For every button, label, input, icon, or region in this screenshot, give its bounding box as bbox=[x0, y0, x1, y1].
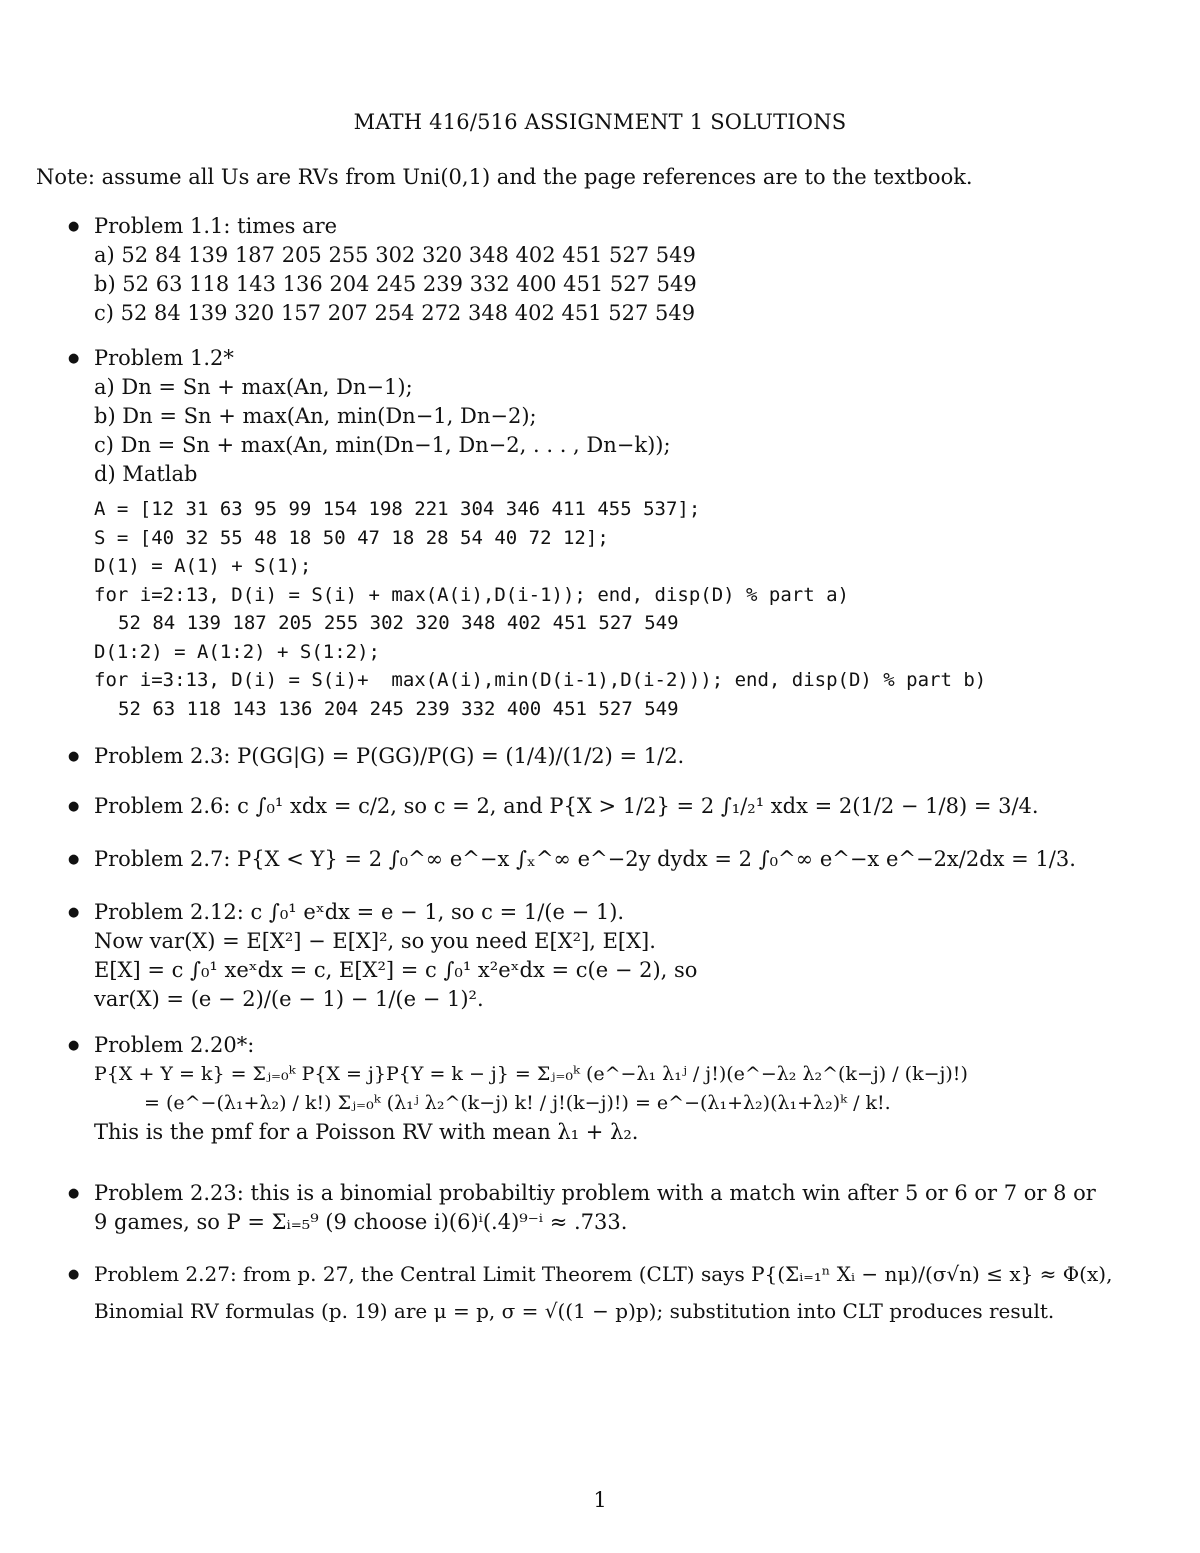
bullet-icon: ● bbox=[68, 219, 80, 234]
problem-2-12 bbox=[68, 898, 1168, 1014]
problem-text: Problem 2.3: P(GG|G) = P(GG)/P(G) = (1/4)/(1/2) = 1/2. bbox=[94, 744, 685, 768]
answer-d: d) Matlab bbox=[94, 462, 198, 486]
answer-c: c) 52 84 139 320 157 207 254 272 348 402 451 527 549 bbox=[94, 301, 696, 325]
problem-text: Problem 2.7: P{X < Y} = 2 ∫₀^∞ e^−x ∫ₓ^∞ e^−2y dydx = 2 ∫₀^∞ e^−x e^−2x/2dx = 1/3. bbox=[94, 847, 1076, 871]
answer-a: a) 52 84 139 187 205 255 302 320 348 402 451 527 549 bbox=[94, 243, 696, 267]
problem-2-7 bbox=[68, 845, 1168, 874]
code-line: for i=2:13, D(i) = S(i) + max(A(i),D(i-1)); end, disp(D) % part a) bbox=[94, 583, 849, 606]
problem-1-1 bbox=[68, 212, 1168, 328]
bullet-icon: ● bbox=[68, 905, 80, 920]
problem-2-6 bbox=[68, 792, 1168, 821]
answer-b: b) Dn = Sn + max(An, min(Dn−1, Dn−2); bbox=[94, 404, 537, 428]
code-line: D(1) = A(1) + S(1); bbox=[94, 555, 312, 577]
problem-line: = (e^−(λ₁+λ₂) / k!) Σⱼ₌₀ᵏ (λ₁ʲ λ₂^(k−j) k! / j!(k−j)!) = e^−(λ₁+λ₂)(λ₁+λ₂)ᵏ / k!. bbox=[144, 1092, 891, 1114]
problem-line: 9 games, so P = Σᵢ₌₅⁹ (9 choose i)(6)ⁱ(.4)⁹⁻ⁱ ≈ .733. bbox=[94, 1210, 628, 1234]
problem-line: E[X] = c ∫₀¹ xeˣdx = c, E[X²] = c ∫₀¹ x²eˣdx = c(e − 2), so bbox=[94, 958, 698, 982]
code-line: S = [40 32 55 48 18 50 47 18 28 54 40 72 12]; bbox=[94, 526, 609, 549]
answer-b: b) 52 63 118 143 136 204 245 239 332 400 451 527 549 bbox=[94, 272, 697, 296]
bullet-icon: ● bbox=[68, 351, 80, 366]
problem-2-23 bbox=[68, 1179, 1168, 1237]
problem-2-27 bbox=[68, 1260, 1168, 1326]
page-number: 1 bbox=[593, 1488, 607, 1512]
problem-line: Problem 2.23: this is a binomial probabiltiy problem with a match win after 5 or 6 or 7 or 8 or bbox=[94, 1181, 1096, 1205]
answer-a: a) Dn = Sn + max(An, Dn−1); bbox=[94, 375, 413, 399]
code-line: A = [12 31 63 95 99 154 198 221 304 346 411 455 537]; bbox=[94, 498, 701, 520]
bullet-icon: ● bbox=[68, 749, 80, 764]
problem-text: Problem 2.6: c ∫₀¹ xdx = c/2, so c = 2, and P{X > 1/2} = 2 ∫₁/₂¹ xdx = 2(1/2 − 1/8) = 3/4. bbox=[94, 794, 1039, 818]
problem-line: Now var(X) = E[X²] − E[X]², so you need E[X²], E[X]. bbox=[94, 929, 656, 953]
problem-heading: Problem 1.2* bbox=[94, 346, 234, 370]
answer-c: c) Dn = Sn + max(An, min(Dn−1, Dn−2, . . . , Dn−k)); bbox=[94, 433, 671, 457]
bullet-icon: ● bbox=[68, 1267, 80, 1282]
bullet-icon: ● bbox=[68, 852, 80, 867]
problem-heading: Problem 1.1: times are bbox=[94, 214, 338, 238]
problem-line: Problem 2.12: c ∫₀¹ eˣdx = e − 1, so c = 1/(e − 1). bbox=[94, 900, 625, 924]
problem-line: var(X) = (e − 2)/(e − 1) − 1/(e − 1)². bbox=[94, 987, 484, 1011]
problem-line: Binomial RV formulas (p. 19) are μ = p, σ = √((1 − p)p); substitution into CLT produces result. bbox=[94, 1299, 1055, 1323]
code-output: 52 84 139 187 205 255 302 320 348 402 451 527 549 bbox=[118, 612, 679, 634]
problem-2-20 bbox=[68, 1031, 1168, 1147]
problem-line: This is the pmf for a Poisson RV with mean λ₁ + λ₂. bbox=[94, 1120, 639, 1144]
problem-1-2 bbox=[68, 344, 1168, 723]
code-line: for i=3:13, D(i) = S(i)+ max(A(i),min(D(i-1),D(i-2))); end, disp(D) % part b) bbox=[94, 669, 987, 691]
problem-2-3 bbox=[68, 742, 1168, 771]
note: Note: assume all Us are RVs from Uni(0,1) and the page references are to the textbook. bbox=[36, 165, 973, 189]
code-output: 52 63 118 143 136 204 245 239 332 400 451 527 549 bbox=[118, 697, 679, 720]
problem-line: P{X + Y = k} = Σⱼ₌₀ᵏ P{X = j}P{Y = k − j} = Σⱼ₌₀ᵏ (e^−λ₁ λ₁ʲ / j!)(e^−λ₂ λ₂^(k−j) / (k−j)!) bbox=[94, 1063, 968, 1085]
bullet-icon: ● bbox=[68, 1186, 80, 1201]
page-title: MATH 416/516 ASSIGNMENT 1 SOLUTIONS bbox=[353, 110, 847, 134]
code-line: D(1:2) = A(1:2) + S(1:2); bbox=[94, 640, 380, 663]
problem-line: Problem 2.27: from p. 27, the Central Limit Theorem (CLT) says P{(Σᵢ₌₁ⁿ Xᵢ − nμ)/(σ√n) ≤ x} ≈ Φ(x), bbox=[94, 1262, 1113, 1286]
bullet-icon: ● bbox=[68, 799, 80, 814]
problem-heading: Problem 2.20*: bbox=[94, 1033, 255, 1057]
bullet-icon: ● bbox=[68, 1038, 80, 1053]
